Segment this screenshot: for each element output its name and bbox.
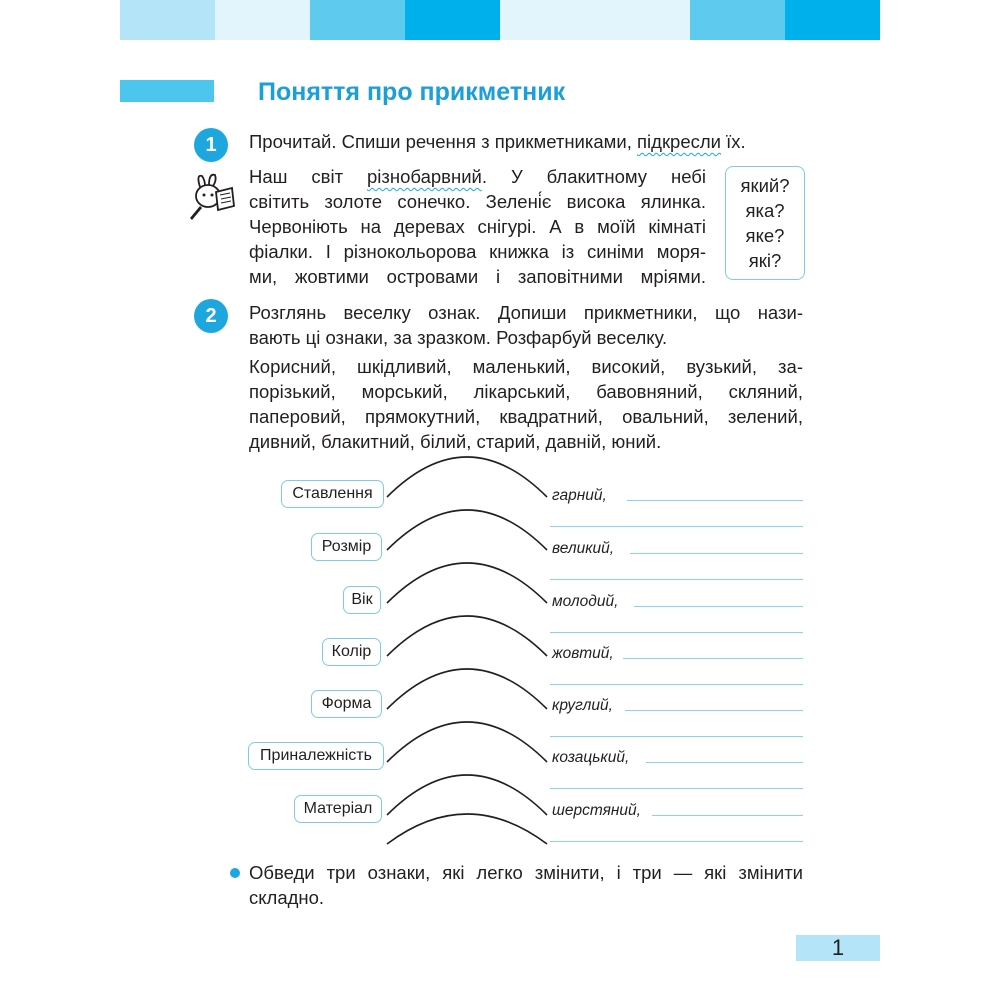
question-word: яке? <box>745 225 785 246</box>
rainbow-arc[interactable] <box>387 457 547 497</box>
write-line[interactable] <box>634 606 803 607</box>
task-1-instruction-start: Прочитай. Спиши речення з прикметниками, <box>249 131 638 152</box>
task-1-text-line: світить золоте сонечко. Зелені́є висока ялинка. <box>249 191 706 212</box>
task-1-text-start: Наш світ <box>249 166 368 187</box>
task-1-text-line: ми, жовтими островами і заповітними мріями. <box>249 266 706 287</box>
category-label-age: Вік <box>343 586 381 614</box>
rainbow-arc[interactable] <box>387 563 547 603</box>
rainbow-arc[interactable] <box>387 775 547 815</box>
write-line[interactable] <box>630 553 803 554</box>
task-1-wavy-word: різнобарвний <box>367 166 482 187</box>
task-1-underlined-word: підкресли <box>637 131 721 152</box>
write-line[interactable] <box>627 500 803 501</box>
example-word: козацький, <box>552 749 630 766</box>
task-1-text-end: . У блакитному небі <box>481 166 706 187</box>
category-label-shape: Форма <box>311 690 382 718</box>
write-line[interactable] <box>550 526 803 527</box>
word-list-line: Корисний, шкідливий, маленький, високий, вузький, за- <box>249 356 803 377</box>
task-1-number: 1 <box>194 128 228 162</box>
category-label-attitude: Ставлення <box>281 480 384 508</box>
example-word: молодий, <box>552 593 619 610</box>
word-list-line: паперовий, прямокутний, квадратний, овальний, зелений, <box>249 406 803 427</box>
example-word: жовтий, <box>552 645 614 662</box>
rainbow-arc[interactable] <box>387 669 547 709</box>
write-line[interactable] <box>550 632 803 633</box>
rainbow-arc[interactable] <box>387 616 547 656</box>
example-word: шерстяний, <box>552 802 641 819</box>
example-word: гарний, <box>552 487 607 504</box>
category-label-color: Колір <box>322 638 381 666</box>
write-line[interactable] <box>550 841 803 842</box>
write-line[interactable] <box>550 684 803 685</box>
write-line[interactable] <box>550 788 803 789</box>
write-line[interactable] <box>623 658 803 659</box>
write-line[interactable] <box>652 815 803 816</box>
question-word: які? <box>748 250 782 271</box>
page-number: 1 <box>831 935 845 960</box>
write-line[interactable] <box>550 579 803 580</box>
write-line[interactable] <box>550 736 803 737</box>
task-1-instruction-end: їх. <box>721 131 746 152</box>
write-line[interactable] <box>625 710 803 711</box>
question-word: яка? <box>745 200 785 221</box>
example-word: круглий, <box>552 697 613 714</box>
task-1-text-line: фіалки. І різнокольорова книжка із синіми моря- <box>249 241 706 262</box>
rainbow-arc[interactable] <box>387 510 547 550</box>
example-word: великий, <box>552 540 615 557</box>
word-list-line: порізький, морський, лікарський, бавовняний, скляний, <box>249 381 803 402</box>
task-2-instruction-line: вають ці ознаки, за зразком. Розфарбуй веселку. <box>249 327 668 348</box>
write-line[interactable] <box>646 762 803 763</box>
rainbow-arc[interactable] <box>387 814 547 844</box>
word-list-line: дивний, блакитний, білий, старий, давній, юний. <box>249 431 662 452</box>
bullet-task-line: Обведи три ознаки, які легко змінити, і три — які змінити <box>249 862 803 883</box>
category-label-size: Розмір <box>311 533 382 561</box>
question-word: який? <box>740 175 790 196</box>
rainbow-arc[interactable] <box>387 722 547 762</box>
category-label-belonging: Приналежність <box>248 742 384 770</box>
category-label-material: Матеріал <box>294 795 382 823</box>
task-2-instruction-line: Розглянь веселку ознак. Допиши прикметники, що нази- <box>249 302 803 323</box>
bullet-icon <box>230 868 240 878</box>
page-title: Поняття про прикметник <box>258 78 566 106</box>
task-1-text-line: Червоніють на деревах снігурі. А в моїй кімнаті <box>249 216 706 237</box>
page-number-box <box>796 935 880 961</box>
bullet-task-line: складно. <box>249 887 325 908</box>
task-2-number: 2 <box>194 299 228 333</box>
